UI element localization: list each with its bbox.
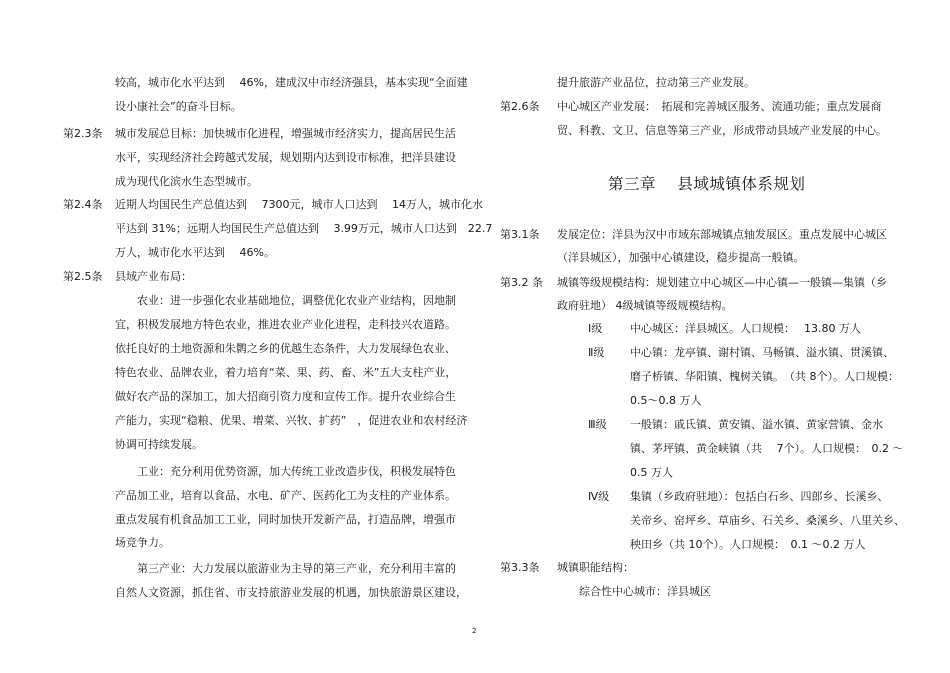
paragraph-line: 特色农业、品牌农业，着力培育“菜、果、药、畜、米”五大支柱产业， — [115, 366, 457, 379]
article-number: 第2.5条 — [63, 270, 103, 283]
level-line: 集镇（乡政府驻地）：包括白石乡、四郎乡、长溪乡、 — [630, 490, 889, 503]
level-line: 中心城区：洋县城区。人口规模： 13.80 万人 — [630, 322, 861, 335]
level-label: Ⅳ级 — [588, 490, 610, 503]
chapter-title: 第三章 县域城镇体系规划 — [608, 175, 806, 193]
article-number: 第3.3条 — [500, 561, 540, 574]
paragraph-line: 宜，积极发展地方特色农业，推进农业产业化进程，走科技兴农道路。 — [115, 318, 456, 331]
paragraph-line: 做好农产品的深加工，加大招商引资力度和宣传工作。提升农业综合生 — [115, 390, 456, 403]
paragraph-line: 产能力，实现“稳粮、优果、增菜、兴牧、扩药” ，促进农业和农村经济 — [115, 414, 468, 427]
article-number: 第3.2 条 — [500, 276, 543, 289]
level-line: 秧田乡（共 10个）。人口规模： 0.1 ～0.2 万人 — [630, 538, 866, 551]
level-line: 一般镇：戚氏镇、黄安镇、溢水镇、黄家营镇、金水 — [630, 418, 883, 431]
paragraph-line: 中心城区产业发展： 拓展和完善城区服务、流通功能；重点发展商 — [557, 100, 882, 113]
level-line: 0.5～0.8 万人 — [630, 394, 702, 407]
paragraph-line: 政府驻地） 4级城镇等级规模结构。 — [557, 299, 733, 312]
paragraph-line: 城镇职能结构： — [557, 561, 634, 574]
level-line: 0.5 万人 — [630, 466, 673, 479]
paragraph-line: 城市发展总目标：加快城市化进程，增强城市经济实力，提高居民生活 — [115, 127, 456, 140]
paragraph-line: 场竞争力。 — [115, 536, 170, 549]
paragraph-line: 县域产业布局： — [115, 270, 192, 283]
paragraph-line: 成为现代化滨水生态型城市。 — [115, 175, 258, 188]
level-label: Ⅰ级 — [588, 322, 603, 335]
paragraph-line: 设小康社会”的奋斗目标。 — [115, 100, 242, 113]
paragraph-line: 贸、科教、文卫、信息等第三产业，形成带动县域产业发展的中心。 — [557, 124, 887, 137]
level-line: 镇、茅坪镇、黄金峡镇（共 7个）。人口规模： 0.2 ～ — [630, 442, 904, 455]
paragraph-line: 提升旅游产业品位，拉动第三产业发展。 — [557, 76, 755, 89]
article-number: 第2.6条 — [500, 100, 540, 113]
paragraph-line: 平达到 31%；远期人均国民生产总值达到 3.99万元，城市人口达到 22.7 — [115, 222, 493, 235]
article-number: 第2.4条 — [63, 198, 103, 211]
level-label: Ⅲ级 — [588, 418, 607, 431]
paragraph-line: 综合性中心城市：洋县城区 — [557, 585, 711, 598]
paragraph-line: 工业：充分利用优势资源，加大传统工业改造步伐，积极发展特色 — [115, 465, 456, 478]
paragraph-line: 城镇等级规模结构：规划建立中心城区—中心镇—一般镇—集镇（乡 — [557, 276, 887, 289]
paragraph-line: （洋县城区），加强中心镇建设，稳步提高一般镇。 — [557, 251, 805, 264]
paragraph-line: 水平，实现经济社会跨越式发展，规划期内达到设市标准，把洋县建设 — [115, 151, 456, 164]
paragraph-line: 重点发展有机食品加工工业，同时加快开发新产品，打造品牌，增强市 — [115, 513, 456, 526]
level-label: Ⅱ级 — [588, 346, 605, 359]
level-line: 中心镇：龙亭镇、谢村镇、马畅镇、溢水镇、贯溪镇、 — [630, 346, 894, 359]
article-number: 第2.3条 — [63, 127, 103, 140]
level-line: 关帝乡、窑坪乡、草庙乡、石关乡、桑溪乡、八里关乡、 — [630, 514, 905, 527]
paragraph-line: 近期人均国民生产总值达到 7300元，城市人口达到 14万人，城市化水 — [115, 198, 483, 211]
page-number: 2 — [472, 627, 477, 635]
paragraph-line: 产品加工业，培育以食品、水电、矿产、医药化工为支柱的产业体系。 — [115, 489, 456, 502]
paragraph-line: 较高，城市化水平达到 46%，建成汉中市经济强县，基本实现“全面建 — [115, 76, 468, 89]
paragraph-line: 第三产业：大力发展以旅游业为主导的第三产业，充分利用丰富的 — [115, 562, 456, 575]
paragraph-line: 自然人文资源，抓住省、市支持旅游业发展的机遇，加快旅游景区建设， — [115, 586, 467, 599]
article-number: 第3.1条 — [500, 228, 540, 241]
paragraph-line: 协调可持续发展。 — [115, 438, 203, 451]
paragraph-line: 万人，城市化水平达到 46%。 — [115, 246, 275, 259]
paragraph-line: 发展定位：洋县为汉中市域东部城镇点轴发展区。重点发展中心城区 — [557, 228, 887, 241]
paragraph-line: 农业：进一步强化农业基础地位，调整优化农业产业结构，因地制 — [115, 294, 456, 307]
paragraph-line: 依托良好的土地资源和朱鹮之乡的优越生态条件，大力发展绿色农业、 — [115, 342, 456, 355]
level-line: 磨子桥镇、华阳镇、槐树关镇。 （共 8个）。人口规模： — [630, 370, 899, 383]
